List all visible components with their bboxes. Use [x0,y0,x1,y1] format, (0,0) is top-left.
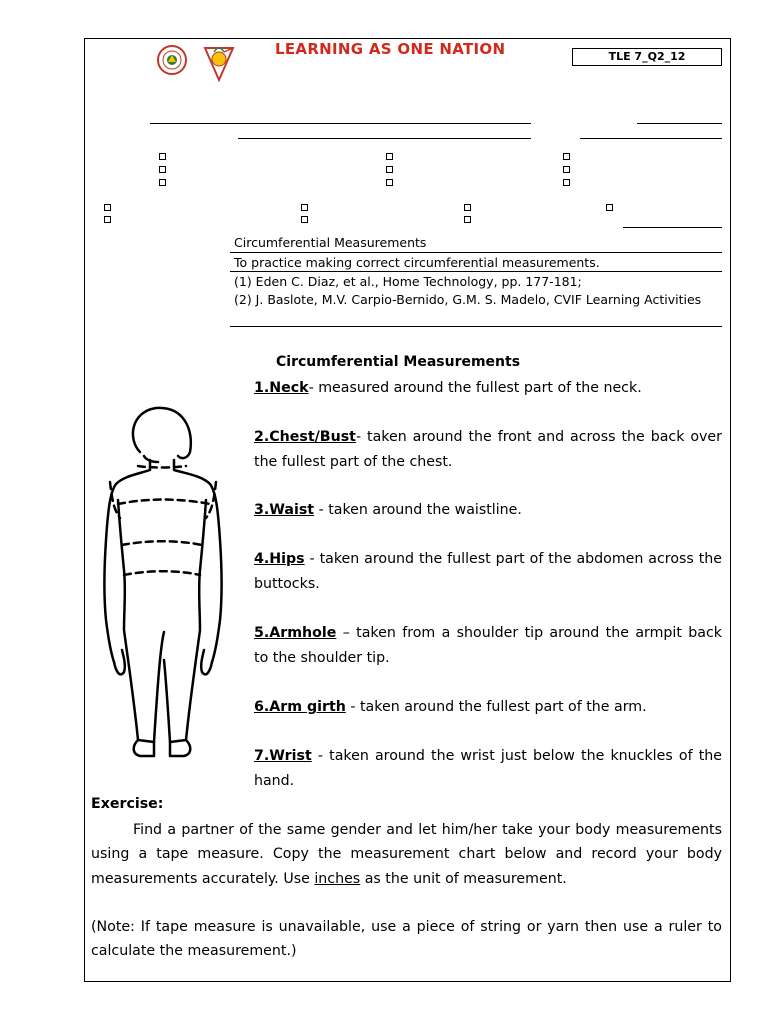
blank-line [580,138,722,139]
item-term: 4.Hips [254,551,305,567]
exercise-text-after: as the unit of measurement. [360,870,567,887]
list-item [254,744,722,793]
checkbox[interactable] [159,166,166,173]
info-topic: Circumferential Measurements [234,235,427,250]
checkbox[interactable] [104,204,111,211]
item-desc: - taken around the front and across the back over the fullest part of the chest. [254,429,722,470]
checkbox[interactable] [464,216,471,223]
item-term: 2.Chest/Bust [254,429,356,445]
item-term: 5.Armhole [254,625,337,641]
checkbox[interactable] [563,179,570,186]
exercise-paragraph [91,818,722,891]
info-reference-1: (1) Eden C. Diaz, et al., Home Technology, pp. 177-181; [234,274,582,289]
checkbox[interactable] [301,204,308,211]
item-term: 3.Waist [254,502,315,518]
item-desc: - taken around the waistline. [314,502,522,518]
seal-logo [158,46,186,74]
checkbox[interactable] [104,216,111,223]
header-title: LEARNING AS ONE NATION [275,40,506,58]
info-reference-2: (2) J. Baslote, M.V. Carpio-Bernido, G.M. S. Madelo, CVIF Learning Activities [234,292,702,307]
checkbox[interactable] [563,166,570,173]
checkbox[interactable] [386,179,393,186]
body-figure-illustration [98,400,238,760]
item-desc: - taken around the fullest part of the abdomen across the buttocks. [254,551,722,592]
list-item [254,498,722,523]
list-item [254,695,722,720]
info-objective: To practice making correct circumferential measurements. [234,255,600,270]
item-term: 1.Neck [254,380,309,396]
checkbox[interactable] [159,153,166,160]
list-item [254,621,722,670]
item-term: 6.Arm girth [254,699,346,715]
list-item [254,547,722,596]
item-desc: – taken from a shoulder tip around the armpit back to the shoulder tip. [254,625,722,666]
exercise-heading: Exercise: [91,796,164,812]
checkbox[interactable] [563,153,570,160]
exercise-unit: inches [314,870,361,887]
section-title: Circumferential Measurements [276,354,521,370]
list-item [254,425,722,474]
divider [230,326,722,327]
checkbox[interactable] [159,179,166,186]
blank-line [238,138,531,139]
checkbox[interactable] [386,153,393,160]
blank-line [150,123,531,124]
exercise-note: (Note: If tape measure is unavailable, use a piece of string or yarn then use a ruler to calculate the measurement.) [91,919,722,960]
item-desc: - taken around the wrist just below the knuckles of the hand. [254,748,722,789]
item-term: 7.Wrist [254,748,312,764]
blank-line [623,227,722,228]
exercise-text-before: Find a partner of the same gender and let him/her take your body measurements using a tape measure. Copy the measurement chart below and record your body measurements accurately. Use [91,822,722,887]
worksheet-code: TLE 7_Q2_12 [572,48,722,66]
item-desc: - measured around the fullest part of the neck. [308,380,642,396]
blank-line [637,123,722,124]
emblem-logo [205,48,233,80]
checkbox[interactable] [301,216,308,223]
checkbox[interactable] [464,204,471,211]
divider [230,252,722,253]
item-desc: - taken around the fullest part of the arm. [345,699,647,715]
divider [230,271,722,272]
checkbox[interactable] [606,204,613,211]
school-logos [157,42,257,82]
list-item [254,376,722,401]
checkbox[interactable] [386,166,393,173]
